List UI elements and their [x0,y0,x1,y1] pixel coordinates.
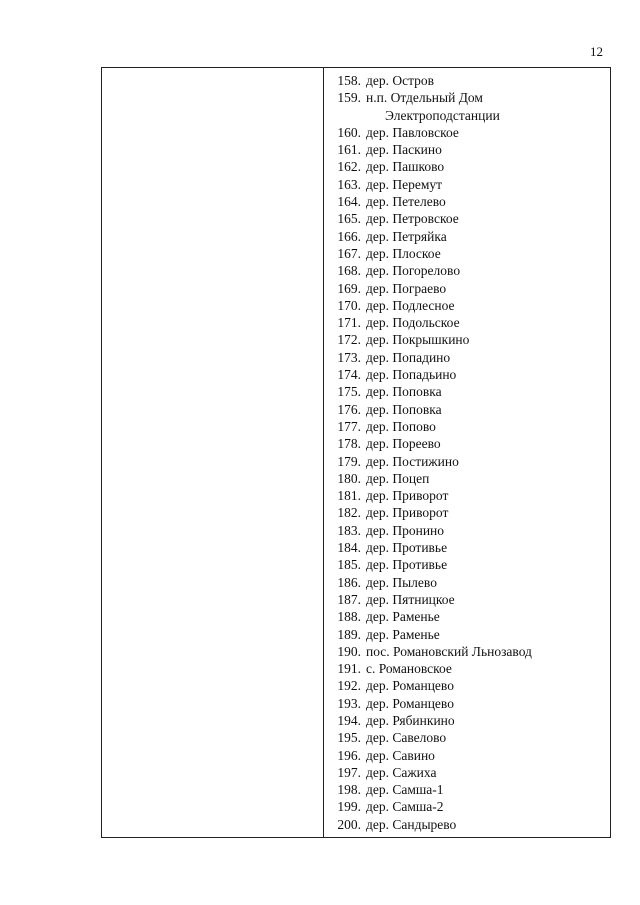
list-item [328,660,608,677]
entry-text: дер. Раменье [366,609,440,625]
entry-number: 193. [337,695,361,711]
entry-text: дер. Пронино [366,522,445,538]
entry-number: 170. [337,297,361,313]
entry-text: дер. Романцево [366,695,454,711]
entry-number: 194. [337,712,361,728]
list-item [328,677,608,694]
entry-text: дер. Петелево [366,194,446,210]
table-left-column [102,68,323,837]
entry-text: Электроподстанции [385,107,500,123]
list-item [328,522,608,539]
entry-number: 162. [337,159,361,175]
entry-text: дер. Пятницкое [366,591,455,607]
entry-text: дер. Пограево [366,280,447,296]
entry-number: 171. [337,315,361,331]
list-item [328,729,608,746]
entry-text: н.п. Отдельный Дом [366,90,483,106]
list-item [328,574,608,591]
list-item [328,245,608,262]
list-item [328,591,608,608]
list-item [328,470,608,487]
list-item [328,124,608,141]
entry-text: дер. Погорелово [366,263,461,279]
list-item [328,435,608,452]
entry-number: 200. [337,816,361,832]
column-divider [323,68,324,837]
entry-number: 163. [337,176,361,192]
list-item [328,487,608,504]
entry-text: дер. Сандырево [366,816,457,832]
entry-text: дер. Петровское [366,211,459,227]
list-item [328,89,608,106]
entry-number: 192. [337,678,361,694]
entry-text: дер. Приворот [366,505,449,521]
entry-text: дер. Приворот [366,488,449,504]
entry-number: 198. [337,782,361,798]
entry-number: 161. [337,142,361,158]
entry-text: дер. Сажиха [366,764,437,780]
entry-number: 168. [337,263,361,279]
entry-number: 182. [337,505,361,521]
list-item [328,107,608,124]
list-item [328,504,608,521]
entry-text: дер. Перемут [366,176,443,192]
entry-text: с. Романовское [366,661,452,677]
entry-text: дер. Пылево [366,574,437,590]
entry-number: 175. [337,384,361,400]
entry-text: дер. Пашково [366,159,445,175]
entry-text: дер. Самша-1 [366,782,444,798]
entry-number: 178. [337,436,361,452]
list-item [328,418,608,435]
entry-text: дер. Савино [366,747,435,763]
list-item [328,176,608,193]
entry-text: дер. Плоское [366,245,441,261]
entry-number: 190. [337,643,361,659]
list-item [328,401,608,418]
entry-number: 191. [337,661,361,677]
entry-text: дер. Савелово [366,730,447,746]
entry-text: дер. Поцеп [366,470,430,486]
entry-number: 183. [337,522,361,538]
entry-text: дер. Павловское [366,124,459,140]
entry-number: 160. [337,124,361,140]
entry-number: 184. [337,540,361,556]
entry-text: дер. Паскино [366,142,442,158]
entry-text: дер. Раменье [366,626,440,642]
entry-text: дер. Противье [366,557,448,573]
entry-text: дер. Попово [366,418,436,434]
entry-number: 174. [337,367,361,383]
entry-text: дер. Петряйка [366,228,447,244]
list-item [328,141,608,158]
entry-text: дер. Постижино [366,453,459,469]
entry-number: 199. [337,799,361,815]
list-item [328,453,608,470]
entry-number: 164. [337,194,361,210]
entry-number: 196. [337,747,361,763]
list-item [328,816,608,833]
list-item [328,331,608,348]
list-item [328,643,608,660]
list-item [328,556,608,573]
entry-number: 169. [337,280,361,296]
entry-number: 195. [337,730,361,746]
list-item [328,798,608,815]
entry-text: дер. Попадино [366,349,451,365]
list-item [328,262,608,279]
list-item [328,764,608,781]
list-item [328,158,608,175]
entry-number: 165. [337,211,361,227]
list-item [328,280,608,297]
list-item [328,539,608,556]
entry-number: 173. [337,349,361,365]
page-number: 12 [590,44,603,59]
list-item [328,72,608,89]
entry-number: 180. [337,470,361,486]
entry-number: 186. [337,574,361,590]
entry-number: 197. [337,764,361,780]
entry-number: 187. [337,591,361,607]
list-item [328,314,608,331]
list-item [328,210,608,227]
entry-number: 189. [337,626,361,642]
entry-number: 158. [337,73,361,88]
entry-number: 185. [337,557,361,573]
list-item [328,626,608,643]
entry-text: дер. Поповка [366,401,442,417]
entry-number: 181. [337,488,361,504]
entry-text: дер. Противье [366,540,448,556]
entry-text: дер. Подлесное [366,297,455,313]
entry-number: 177. [337,418,361,434]
entry-number: 176. [337,401,361,417]
list-item [328,228,608,245]
entry-text: дер. Подольское [366,315,460,331]
entry-text: пос. Романовский Льнозавод [366,643,532,659]
settlement-list [328,72,608,833]
entry-text: дер. Остров [366,73,435,88]
entry-number: 167. [337,245,361,261]
entry-text: дер. Попадьино [366,367,457,383]
list-item [328,608,608,625]
list-item [328,193,608,210]
entry-number: 179. [337,453,361,469]
entry-number: 188. [337,609,361,625]
entry-number: 159. [337,90,361,106]
list-item [328,366,608,383]
list-item [328,297,608,314]
entry-number: 172. [337,332,361,348]
entry-text: дер. Пореево [366,436,441,452]
entry-text: дер. Романцево [366,678,454,694]
entry-text: дер. Поповка [366,384,442,400]
settlement-table [101,67,611,838]
list-item [328,349,608,366]
entry-text: дер. Самша-2 [366,799,444,815]
entry-number: 166. [337,228,361,244]
list-item [328,712,608,729]
entry-text: дер. Покрышкино [366,332,470,348]
entry-text: дер. Рябинкино [366,712,455,728]
list-item [328,695,608,712]
list-item [328,781,608,798]
list-item [328,747,608,764]
list-item [328,383,608,400]
